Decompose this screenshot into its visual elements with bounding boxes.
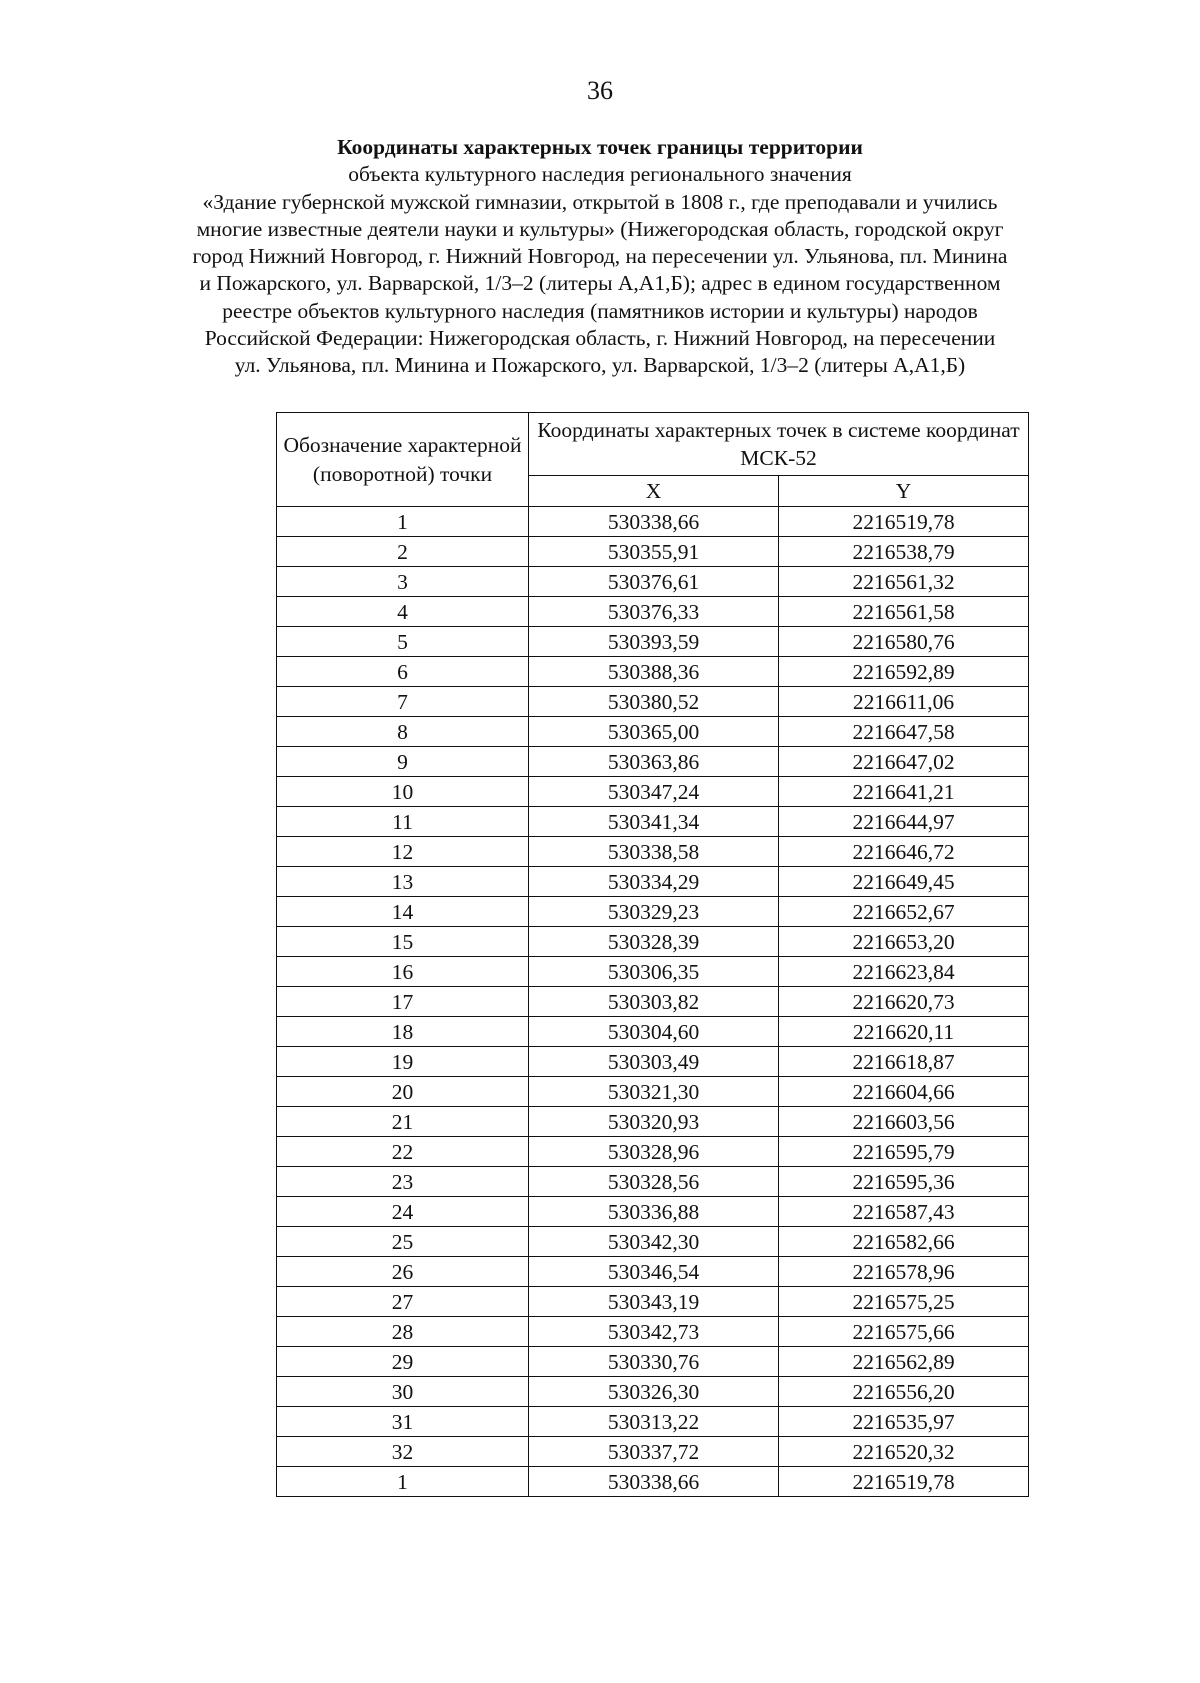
- y-coordinate-cell: 2216538,79: [779, 537, 1029, 567]
- table-row: [277, 687, 1029, 717]
- y-coordinate-cell: 2216562,89: [779, 1347, 1029, 1377]
- point-column-header: Обозначение характерной (поворотной) точки: [277, 413, 529, 507]
- y-coordinate-cell: 2216618,87: [779, 1047, 1029, 1077]
- x-coordinate-cell: 530330,76: [529, 1347, 779, 1377]
- point-cell: 15: [277, 927, 529, 957]
- table-row: [277, 1407, 1029, 1437]
- point-cell: 16: [277, 957, 529, 987]
- point-cell: 11: [277, 807, 529, 837]
- heading-line: и Пожарского, ул. Варварской, 1/3–2 (литеры А,А1,Б); адрес в едином государственном: [199, 271, 1001, 296]
- x-coordinate-cell: 530338,66: [529, 507, 779, 537]
- point-cell: 12: [277, 837, 529, 867]
- x-coordinate-cell: 530343,19: [529, 1287, 779, 1317]
- table-row: [277, 1107, 1029, 1137]
- page-number: 36: [587, 76, 613, 105]
- point-cell: 5: [277, 627, 529, 657]
- table-row: [277, 627, 1029, 657]
- x-coordinate-cell: 530347,24: [529, 777, 779, 807]
- y-coordinate-cell: 2216580,76: [779, 627, 1029, 657]
- heading-line: «Здание губернской мужской гимназии, открытой в 1808 г., где преподавали и учились: [202, 189, 998, 214]
- x-coordinate-cell: 530342,30: [529, 1227, 779, 1257]
- table-row: [277, 1257, 1029, 1287]
- point-cell: 26: [277, 1257, 529, 1287]
- y-coordinate-cell: 2216620,73: [779, 987, 1029, 1017]
- table-row: [277, 1077, 1029, 1107]
- y-coordinate-cell: 2216646,72: [779, 837, 1029, 867]
- table-row: [277, 1047, 1029, 1077]
- x-coordinate-cell: 530329,23: [529, 897, 779, 927]
- table-row: [277, 1227, 1029, 1257]
- point-cell: 13: [277, 867, 529, 897]
- y-coordinate-cell: 2216611,06: [779, 687, 1029, 717]
- y-coordinate-cell: 2216519,78: [779, 507, 1029, 537]
- y-coordinate-cell: 2216520,32: [779, 1437, 1029, 1467]
- table-row: [277, 1347, 1029, 1377]
- coordinates-table: [276, 412, 1029, 1497]
- y-coordinate-cell: 2216592,89: [779, 657, 1029, 687]
- table-row: [277, 537, 1029, 567]
- y-coordinate-cell: 2216603,56: [779, 1107, 1029, 1137]
- x-coordinate-cell: 530365,00: [529, 717, 779, 747]
- x-coordinate-cell: 530320,93: [529, 1107, 779, 1137]
- table-row: [277, 1437, 1029, 1467]
- x-coordinate-cell: 530328,39: [529, 927, 779, 957]
- x-coordinate-cell: 530313,22: [529, 1407, 779, 1437]
- y-coordinate-cell: 2216561,32: [779, 567, 1029, 597]
- table-row: [277, 717, 1029, 747]
- table-row: [277, 957, 1029, 987]
- point-cell: 17: [277, 987, 529, 1017]
- y-coordinate-cell: 2216653,20: [779, 927, 1029, 957]
- table-row: [277, 1377, 1029, 1407]
- table-row: [277, 1317, 1029, 1347]
- point-cell: 18: [277, 1017, 529, 1047]
- coordinate-system-header: Координаты характерных точек в системе координат МСК-52: [529, 413, 1029, 476]
- y-coordinate-cell: 2216641,21: [779, 777, 1029, 807]
- x-coordinate-cell: 530326,30: [529, 1377, 779, 1407]
- y-coordinate-cell: 2216649,45: [779, 867, 1029, 897]
- heading-line: город Нижний Новгород, г. Нижний Новгород, на пересечении ул. Ульянова, пл. Минина: [192, 244, 1008, 269]
- y-coordinate-cell: 2216519,78: [779, 1467, 1029, 1497]
- table-row: [277, 987, 1029, 1017]
- table-header: [277, 413, 1029, 507]
- y-coordinate-cell: 2216575,66: [779, 1317, 1029, 1347]
- point-cell: 22: [277, 1137, 529, 1167]
- y-coordinate-cell: 2216620,11: [779, 1017, 1029, 1047]
- point-cell: 3: [277, 567, 529, 597]
- point-cell: 6: [277, 657, 529, 687]
- table-row: [277, 1137, 1029, 1167]
- table-row: [277, 1287, 1029, 1317]
- x-coordinate-cell: 530337,72: [529, 1437, 779, 1467]
- point-cell: 32: [277, 1437, 529, 1467]
- x-coordinate-cell: 530363,86: [529, 747, 779, 777]
- point-cell: 10: [277, 777, 529, 807]
- y-coordinate-cell: 2216595,36: [779, 1167, 1029, 1197]
- y-coordinate-cell: 2216604,66: [779, 1077, 1029, 1107]
- y-coordinate-cell: 2216647,02: [779, 747, 1029, 777]
- table-row: [277, 567, 1029, 597]
- y-coordinate-cell: 2216623,84: [779, 957, 1029, 987]
- point-cell: 8: [277, 717, 529, 747]
- x-coordinate-cell: 530304,60: [529, 1017, 779, 1047]
- point-cell: 28: [277, 1317, 529, 1347]
- x-coordinate-cell: 530380,52: [529, 687, 779, 717]
- x-coordinate-cell: 530342,73: [529, 1317, 779, 1347]
- x-coordinate-cell: 530328,96: [529, 1137, 779, 1167]
- point-cell: 7: [277, 687, 529, 717]
- table-row: [277, 897, 1029, 927]
- x-coordinate-cell: 530355,91: [529, 537, 779, 567]
- heading-line: объекта культурного наследия регионального значения: [348, 162, 852, 187]
- point-cell: 27: [277, 1287, 529, 1317]
- heading-line: реестре объектов культурного наследия (памятников истории и культуры) народов: [222, 298, 978, 323]
- heading-line: ул. Ульянова, пл. Минина и Пожарского, ул. Варварской, 1/3–2 (литеры А,А1,Б): [234, 353, 966, 378]
- point-cell: 1: [277, 1467, 529, 1497]
- table-row: [277, 777, 1029, 807]
- heading-line: Российской Федерации: Нижегородская область, г. Нижний Новгород, на пересечении: [204, 326, 996, 351]
- heading-line: многие известные деятели науки и культуры» (Нижегородская область, городской округ: [196, 216, 1004, 241]
- point-cell: 30: [277, 1377, 529, 1407]
- point-cell: 25: [277, 1227, 529, 1257]
- table-row: [277, 597, 1029, 627]
- table-row: [277, 1467, 1029, 1497]
- x-coordinate-cell: 530303,82: [529, 987, 779, 1017]
- y-column-header: Y: [779, 476, 1029, 507]
- point-cell: 9: [277, 747, 529, 777]
- x-coordinate-cell: 530376,61: [529, 567, 779, 597]
- point-cell: 2: [277, 537, 529, 567]
- point-cell: 24: [277, 1197, 529, 1227]
- x-coordinate-cell: 530321,30: [529, 1077, 779, 1107]
- y-coordinate-cell: 2216644,97: [779, 807, 1029, 837]
- table-row: [277, 657, 1029, 687]
- x-coordinate-cell: 530393,59: [529, 627, 779, 657]
- y-coordinate-cell: 2216575,25: [779, 1287, 1029, 1317]
- table-row: [277, 837, 1029, 867]
- document-heading: [150, 134, 1050, 380]
- table-row: [277, 747, 1029, 777]
- x-column-header: X: [529, 476, 779, 507]
- table-body: [277, 507, 1029, 1497]
- y-coordinate-cell: 2216561,58: [779, 597, 1029, 627]
- table-header-row: [277, 413, 1029, 476]
- y-coordinate-cell: 2216652,67: [779, 897, 1029, 927]
- table-row: [277, 867, 1029, 897]
- y-coordinate-cell: 2216647,58: [779, 717, 1029, 747]
- x-coordinate-cell: 530346,54: [529, 1257, 779, 1287]
- point-cell: 1: [277, 507, 529, 537]
- point-cell: 20: [277, 1077, 529, 1107]
- heading-title: Координаты характерных точек границы территории: [337, 135, 863, 159]
- y-coordinate-cell: 2216587,43: [779, 1197, 1029, 1227]
- x-coordinate-cell: 530328,56: [529, 1167, 779, 1197]
- x-coordinate-cell: 530338,66: [529, 1467, 779, 1497]
- point-cell: 23: [277, 1167, 529, 1197]
- table-row: [277, 807, 1029, 837]
- x-coordinate-cell: 530334,29: [529, 867, 779, 897]
- x-coordinate-cell: 530303,49: [529, 1047, 779, 1077]
- point-cell: 29: [277, 1347, 529, 1377]
- table-row: [277, 1017, 1029, 1047]
- x-coordinate-cell: 530336,88: [529, 1197, 779, 1227]
- x-coordinate-cell: 530306,35: [529, 957, 779, 987]
- y-coordinate-cell: 2216595,79: [779, 1137, 1029, 1167]
- table-row: [277, 507, 1029, 537]
- x-coordinate-cell: 530388,36: [529, 657, 779, 687]
- point-cell: 31: [277, 1407, 529, 1437]
- point-cell: 21: [277, 1107, 529, 1137]
- table-row: [277, 927, 1029, 957]
- y-coordinate-cell: 2216578,96: [779, 1257, 1029, 1287]
- y-coordinate-cell: 2216535,97: [779, 1407, 1029, 1437]
- y-coordinate-cell: 2216582,66: [779, 1227, 1029, 1257]
- point-cell: 14: [277, 897, 529, 927]
- x-coordinate-cell: 530338,58: [529, 837, 779, 867]
- x-coordinate-cell: 530376,33: [529, 597, 779, 627]
- table-row: [277, 1167, 1029, 1197]
- table-row: [277, 1197, 1029, 1227]
- x-coordinate-cell: 530341,34: [529, 807, 779, 837]
- point-cell: 4: [277, 597, 529, 627]
- y-coordinate-cell: 2216556,20: [779, 1377, 1029, 1407]
- point-cell: 19: [277, 1047, 529, 1077]
